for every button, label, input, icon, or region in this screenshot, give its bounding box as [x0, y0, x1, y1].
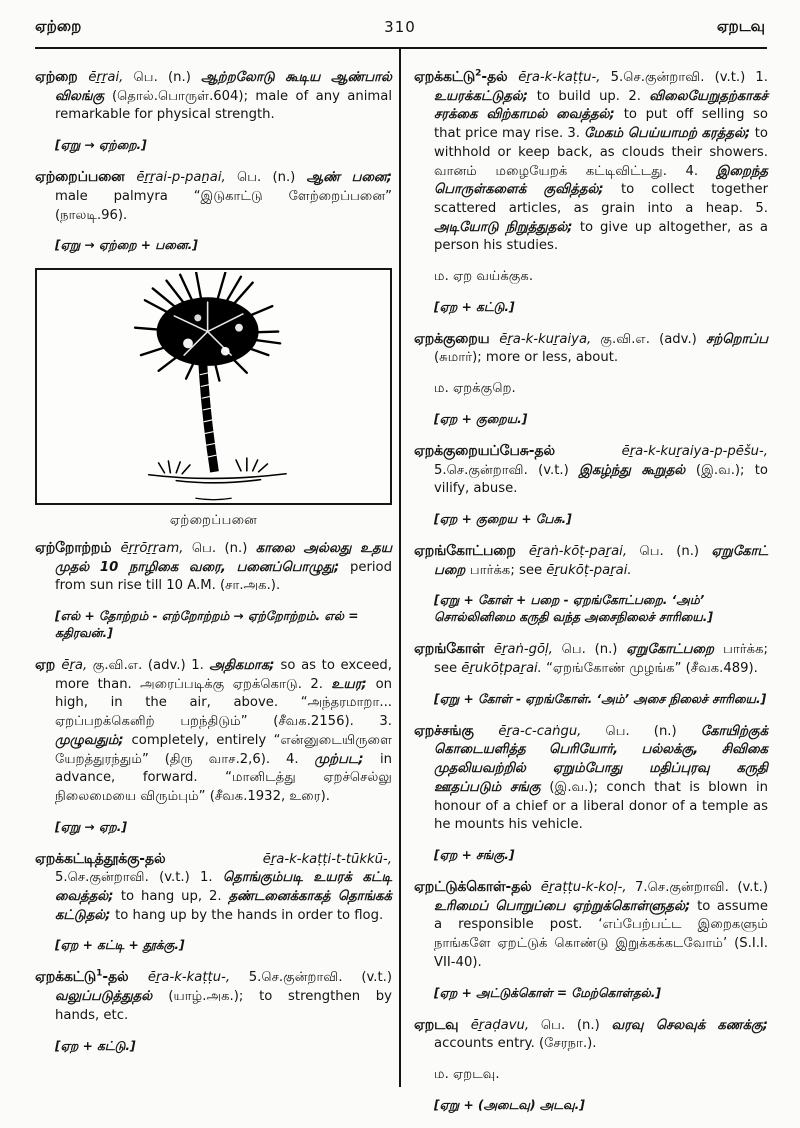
headword: ஏறச்சங்கு [414, 722, 499, 739]
entry-definition: ஏறக்கட்டித்தூக்கு-தல் ēṟa-k-kaṭṭi-t-tūkkū-, 5.செ.குன்றாவி. (v.t.) 1. தொங்கும்படி உயரக் கட்டி வைத்தல்; to hang up, 2. தண்டனைக்காகத் தொங்கக் கட்டுதல்; to hang up by the hands in order to flog. [35, 850, 392, 923]
transliteration: ēṟṟai, [88, 70, 134, 85]
entry-etymology: [ஏற + கட்டு.] [434, 299, 515, 314]
entry-definition: ஏற்றைப்பனை ēṟṟai-p-paṉai, பெ. (n.) ஆண் பனை; male palmyra “இடுகாட்டு ளேற்றைப்பனை” (நாலடி.96). [35, 169, 392, 223]
dictionary-entry [35, 968, 392, 1054]
entry-note: ம. ஏறக்குறெ. [434, 381, 516, 397]
entry-etymology: [ஏற + குறைய + பேசு.] [434, 511, 572, 526]
dictionary-entry [414, 330, 768, 428]
entry-etymology: [ஏறு + கோள் - ஏறங்கோள். ‘அம்’ அசை நிலைச் சாரியை.] [434, 691, 767, 706]
transliteration: ēṟaḍavu, [470, 1017, 541, 1033]
transliteration: ēṟa-k-kaṭṭi-t-tūkkū-, [262, 851, 392, 867]
dictionary-entry [414, 640, 768, 707]
transliteration: ēṟaṅ-kōṭ-paṟai, [528, 543, 640, 559]
entry-etymology: [ஏற + கட்டி + தூக்கு.] [55, 938, 185, 953]
transliteration: ēṟa-k-kaṭṭu-, [518, 70, 611, 85]
palmyra-figure [35, 268, 392, 531]
entry-definition: ஏறக்கட்டு$^2$-தல் ēṟa-k-kaṭṭu-, 5.செ.குன்றாவி. (v.t.) 1. உயரக்கட்டுதல்; to build up. 2. விலையேறுதற்காகச் சரக்கை விற்காமல் வைத்தல்; to put off selling so that price may rise. 3. மேகம் பெய்யாமற் கரத்தல்; to withhold or keep back, as clouds their showers. வானம் மழையேறக் கட்டிவிட்டது. 4. இறைந்த பொருள்களைக் குவித்தல்; to collect together scattered articles, as grain into a heap. 5. அடியோடு நிறுத்துதல்; to give up altogether, as a person his studies. [414, 68, 769, 254]
headword: ஏறக்கட்டு [35, 969, 97, 986]
headword: ஏறங்கோள் [414, 641, 494, 658]
dictionary-entry [414, 68, 768, 316]
entry-definition: ஏற ēṟa, கு.வி.எ. (adv.) 1. அதிகமாக; so as to exceed, more than. அரைப்படிக்கு ஏறக்கொடு. 2. உயர; on high, in the air, above. “அந்தரமாறா... ஏறப்பறக்கெனிற் பறந்திடும்” (சீவக.2156). 3. முழுவதும்; completely, entirely “என்னுடையிருளை யேறத்துரந்தும்” (திரு வாச.2,6). 4. முற்பட; in advance, forward. “மானிடத்து ஏறச்செல்லு நிலைமையை விரும்பும்” (சீவக.1932, உரை). [35, 657, 392, 804]
headword: ஏறட்டுக்கொள்-தல் [414, 878, 541, 895]
entry-etymology: [எல் + தோற்றம் - எற்றோற்றம் → ஏற்றோற்றம். எல் = கதிரவன்.] [55, 609, 359, 641]
transliteration: ēṟa-k-kuṟaiya, [499, 331, 601, 347]
dictionary-entry [35, 656, 392, 836]
page-header [35, 14, 765, 40]
headword: ஏற்றோற்றம் [35, 539, 121, 556]
header-left-guideword: ஏற்றை [35, 17, 82, 35]
dictionary-entry [35, 539, 392, 642]
dictionary-entry [35, 850, 392, 955]
transliteration: ēṟaṭṭu-k-koḷ-, [540, 879, 636, 895]
transliteration: ēṟa-c-caṅgu, [498, 723, 606, 739]
dictionary-entry [35, 68, 392, 154]
palm-tree-illustration [35, 268, 392, 505]
entry-definition: ஏறடவு ēṟaḍavu, பெ. (n.) வரவு செலவுக் கணக்கு; accounts entry. (சேரநா.). [414, 1016, 768, 1052]
entry-definition: ஏறட்டுக்கொள்-தல் ēṟaṭṭu-k-koḷ-, 7.செ.குன்றாவி. (v.t.) உரிமைப் பொறுப்பை ஏற்றுக்கொள்ளுதல்; to assume a responsible post. ‘எப்பேற்பட்ட இறைகளும் நாங்களே ஏறட்டுக் கொண்டு இறுக்கக்கடவோம்’ (S.I.I. VII-40). [414, 878, 768, 970]
palm-tree-drawing [39, 272, 388, 501]
entry-definition: ஏற்றை ēṟṟai, பெ. (n.) ஆற்றலோடு கூடிய ஆண்பால் விலங்கு (தொல்.பொருள்.604); male of any animal remarkable for physical strength. [35, 69, 392, 123]
headword: ஏறக்கட்டு [414, 69, 476, 85]
transliteration: ēṟa-k-kaṭṭu-, [147, 970, 249, 986]
transliteration: ēṟa, [61, 658, 93, 674]
entry-definition: ஏறங்கோட்பறை ēṟaṅ-kōṭ-paṟai, பெ. (n.) ஏறுகோட் பறை பார்க்க; see ēṟukōṭ-paṟai. [414, 542, 769, 578]
transliteration: ēṟṟai-p-paṉai, [136, 170, 237, 186]
entry-definition: ஏறங்கோள் ēṟaṅ-gōḷ, பெ. (n.) ஏறுகோட்பறை பார்க்க; see ēṟukōṭpaṟai. “ஏறங்கோண் முழங்க” (சீவக.489). [414, 641, 768, 677]
headword: -தல் [102, 969, 148, 986]
dictionary-entry [414, 722, 768, 864]
transliteration: ēṟukōṭpaṟai. [461, 661, 547, 677]
headword: ஏற்றைப்பனை [35, 169, 137, 186]
page-number: 310 [384, 18, 416, 36]
header-rule [35, 47, 767, 49]
figure-caption: ஏற்றைப்பனை [169, 513, 258, 529]
entry-note: ம. ஏற வய்க்குக. [434, 269, 534, 285]
entry-etymology: [ஏற + அட்டுக்கொள் = மேற்கொள்தல்.] [434, 985, 661, 1000]
entry-etymology: [ஏற + குறைய.] [434, 411, 528, 426]
dictionary-entry [414, 878, 768, 1002]
dictionary-entry [414, 1016, 768, 1114]
entry-definition: ஏறக்குறைய ēṟa-k-kuṟaiya, கு.வி.எ. (adv.) சற்றொப்ப (சுமார்); more or less, about. [414, 330, 769, 366]
headword: ஏறடவு [414, 1016, 471, 1033]
column-divider [399, 47, 401, 1087]
headword: ஏறக்குறைய [414, 330, 500, 347]
headword: ஏற [35, 657, 62, 674]
transliteration: ēṟa-k-kuṟaiya-p-pēšu-, [621, 443, 768, 459]
headword: ஏறக்கட்டித்தூக்கு-தல் [35, 850, 263, 867]
right-column [414, 60, 768, 1128]
headword: ஏறங்கோட்பறை [414, 542, 529, 559]
dictionary-entry [35, 168, 392, 254]
entry-definition: ஏற்றோற்றம் ēṟṟōṟṟam, பெ. (n.) காலை அல்லது உதய முதல் 10 நாழிகை வரை, பனைப்பொழுது; period from sun rise till 10 A.M. (சா.அக.). [35, 539, 392, 594]
left-column [35, 60, 392, 1069]
headword: ஏற்றை [35, 69, 89, 85]
entry-etymology: [ஏற + சங்கு.] [434, 847, 515, 862]
header-right-guideword: ஏறடவு [716, 17, 765, 35]
headword: -தல் [481, 69, 519, 85]
entry-etymology: [ஏறு → ஏற்றை.] [55, 138, 147, 153]
dictionary-entry [414, 542, 768, 626]
entry-definition: ஏறச்சங்கு ēṟa-c-caṅgu, பெ. (n.) கோயிற்குக் கொடையளித்த பெரியோர், பல்லக்கு, சிவிகை முதலியவற்றில் ஏறும்போது மதிப்புரவு கருதி ஊதப்படும் சங்கு (இ.வ.); conch that is blown in honour of a chief or a liberal donor of a temple as he mounts his vehicle. [414, 722, 769, 833]
dictionary-entry [414, 442, 768, 528]
transliteration: ēṟaṅ-gōḷ, [493, 642, 562, 658]
entry-etymology: [ஏறு → ஏற்றை + பனை.] [55, 238, 198, 253]
entry-etymology: [ஏற + கட்டு.] [55, 1038, 136, 1053]
transliteration: ēṟṟōṟṟam, [120, 540, 192, 556]
entry-etymology: [ஏறு + கோள் + பறை - ஏறங்கோட்பறை. ‘அம்’ சொல்லினிமை கருதி வந்த அசைநிலைச் சாரியை.] [434, 593, 713, 625]
entry-definition: ஏறக்குறையப்பேசு-தல் ēṟa-k-kuṟaiya-p-pēšu-, 5.செ.குன்றாவி. (v.t.) இகழ்ந்து கூறுதல் (இ.வ.); to vilify, abuse. [414, 442, 768, 497]
headword: ஏறக்குறையப்பேசு-தல் [414, 442, 622, 459]
entry-etymology: [ஏறு + (அடைவு) அடவு.] [434, 1097, 585, 1112]
entry-definition: ஏறக்கட்டு$^1$-தல் ēṟa-k-kaṭṭu-, 5.செ.குன்றாவி. (v.t.) வலுப்படுத்துதல் (யாழ்.அக.); to strengthen by hands, etc. [35, 969, 392, 1023]
entry-note: ம. ஏறடவு. [434, 1066, 500, 1082]
entry-etymology: [ஏறு → ஏற.] [55, 819, 127, 834]
transliteration: ēṟukōṭ-paṟai. [546, 562, 632, 578]
